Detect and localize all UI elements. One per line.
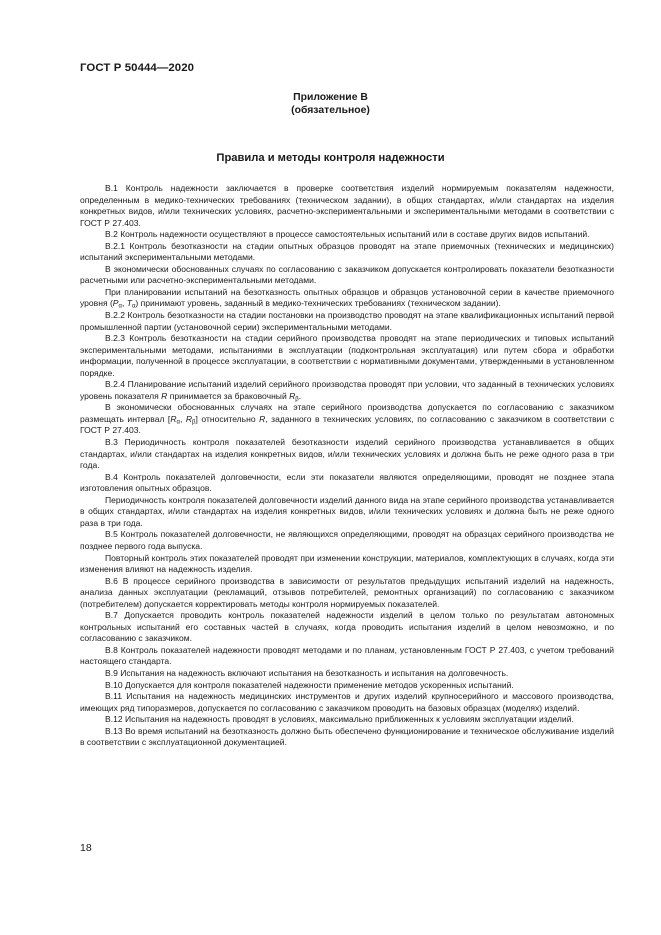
paragraph-text: принимается за браковочный (167, 390, 290, 401)
paragraph: В.10 Допускается для контроля показателей надежности применение методов ускоренных испытаний. (105, 679, 514, 690)
paragraph: В.4 Контроль показателей долговечности, если эти показатели являются определяющими, проводят не позднее этапа изготовления опытных образцов. (80, 471, 614, 494)
formula-symbol: R (289, 390, 296, 401)
formula-symbol: R (259, 413, 266, 424)
paragraph: В экономически обоснованных случаях по согласованию с заказчиком допускается контролировать показатели безотказности расчетными или расчетно-экспериментальными методами. (80, 263, 614, 286)
paragraph: В.8 Контроль показателей надежности проводят методами и по планам, установленным ГОСТ Р 27.403, с учетом требований настоящего стандарта. (80, 644, 614, 667)
paragraph: В.13 Во время испытаний на безотказность должно быть обеспечено функционирование и техническое обслуживание изделий в соответствии с эксплуатационной документацией. (80, 725, 614, 748)
formula-subscript: β (192, 419, 196, 426)
paragraph (80, 379, 614, 402)
paragraph: В.9 Испытания на надежность включают испытания на безотказность и испытания на долговечность. (105, 667, 509, 678)
document-body (80, 183, 614, 749)
paragraph: В.1 Контроль надежности заключается в проверке соответствия изделий нормируемым показателям надежности, определенным в медико-технических требованиях (техническом задании), в общих стандартах, и/или стандартах на изделия конкретных видов, и/или технических условиях, расчетно-экспериментальными и экспериментальными методами в соответствии с ГОСТ Р 27.403. (80, 183, 614, 228)
paragraph-text: В экономически обоснованных случаях на этапе серийного производства допускается по согласованию с заказчиком размещать интервал [ (80, 402, 614, 424)
paragraph-text: , (179, 413, 186, 424)
paragraph-text: При планировании испытаний на безотказность опытных образцов и образцов установочной серии в качестве приемочного уровня ( (80, 286, 614, 309)
paragraph-text: , (121, 298, 127, 309)
paragraph: В.2 Контроль надежности осуществляют в процессе самостоятельных испытаний или в составе других видов испытаний. (105, 229, 590, 240)
paragraph: В.2.3 Контроль безотказности на стадии серийного производства проводят на этапе периодических и типовых испытаний экспериментальными методами, испытаниями в эксплуатации (подконтрольная эксплуатация) или путем сбора и обработки информации, полученной в процессе эксплуатации, в соответствии с нормативными документами, утвержденными в установленном порядке. (80, 333, 614, 378)
formula-symbol: R (170, 413, 177, 424)
formula-subscript: α (131, 303, 136, 310)
annex-status: (обязательное) (291, 105, 370, 116)
paragraph: Периодичность контроля показателей долговечности изделий данного вида на этапе серийного производства устанавливается в общих стандартах, и/или стандартах на изделия конкретных видов, и/или технических условиях и должна быть не реже одного раза в три года. (80, 494, 614, 528)
paragraph: В.11 Испытания на надежность медицинских инструментов и других изделий крупносерийного и массового производства, имеющих ряд типоразмеров, допускается по согласованию с заказчиком проводить на базовых образцах (моделях) изделий. (80, 691, 614, 713)
section-title: Правила и методы контроля надежности (216, 152, 445, 164)
formula-subscript: β (295, 396, 299, 403)
page-number: 18 (80, 842, 92, 854)
paragraph: В.2.2 Контроль безотказности на стадии постановки на производство проводят на этапе квалификационных испытаний первой промышленной партии (установочной серии) экспериментальными методами. (80, 310, 614, 332)
formula-subscript: α (176, 419, 180, 426)
paragraph: В.6 В процессе серийного производства в зависимости от результатов предыдущих испытаний изделий на надежность, анализа данных эксплуатации (рекламаций, отзывов потребителей, ремонтных организаций) по согласованию с заказчиком (потребителем) допускается корректировать методы контроля нормируемых показателей. (80, 575, 614, 609)
annex-heading (0, 91, 661, 117)
formula-symbol: R (161, 390, 168, 401)
paragraph: В.7 Допускается проводить контроль показателей надежности изделий в целом только по результатам автономных контрольных испытаний его составных частей в случаях, когда проводить испытания изделий в целом невозможно, и по согласованию с заказчиком. (80, 610, 614, 644)
paragraph-text: , заданного в технических условиях, по согласованию с заказчиком в соответствии с ГОСТ Р 27.403. (80, 413, 615, 436)
paragraph: В.5 Контроль показателей долговечности, не являющихся определяющими, проводят на образцах серийного производства не позднее первого года выпуска. (80, 529, 614, 551)
annex-title: Приложение В (293, 92, 368, 103)
formula-symbol: T (126, 298, 132, 309)
paragraph: В.3 Периодичность контроля показателей безотказности изделий серийного производства устанавливается в общих стандартах, и/или стандартах на изделия конкретных видов, и/или технических условиях и должна быть не реже одного раза в три года. (80, 437, 614, 471)
paragraph-text: ) принимают уровень, заданный в медико-технических требованиях (техническом задании). (135, 298, 501, 309)
paragraph (80, 402, 614, 437)
paragraph-text: ] относительно (195, 413, 260, 424)
paragraph (80, 287, 614, 310)
paragraph: В.12 Испытания на надежность проводят в условиях, максимально приближенных к условиям эксплуатации изделий. (105, 714, 574, 725)
formula-symbol: R (185, 413, 193, 424)
paragraph-text: . (298, 390, 302, 401)
formula-symbol: P (112, 298, 119, 309)
document-header: ГОСТ Р 50444—2020 (80, 62, 195, 74)
paragraph: Повторный контроль этих показателей проводят при изменении конструкции, материалов, комплектующих в случаях, когда эти изменения влияют на надежность изделия. (80, 552, 614, 575)
formula-subscript: α (118, 303, 122, 310)
paragraph-text: В.2.4 Планирование испытаний изделий серийного производства проводят при условии, что заданный в технических условиях уровень показателя (80, 379, 614, 401)
paragraph: В.2.1 Контроль безотказности на стадии опытных образцов проводят на этапе приемочных (технических и медицинских) испытаний экспериментальными методами. (80, 240, 614, 263)
